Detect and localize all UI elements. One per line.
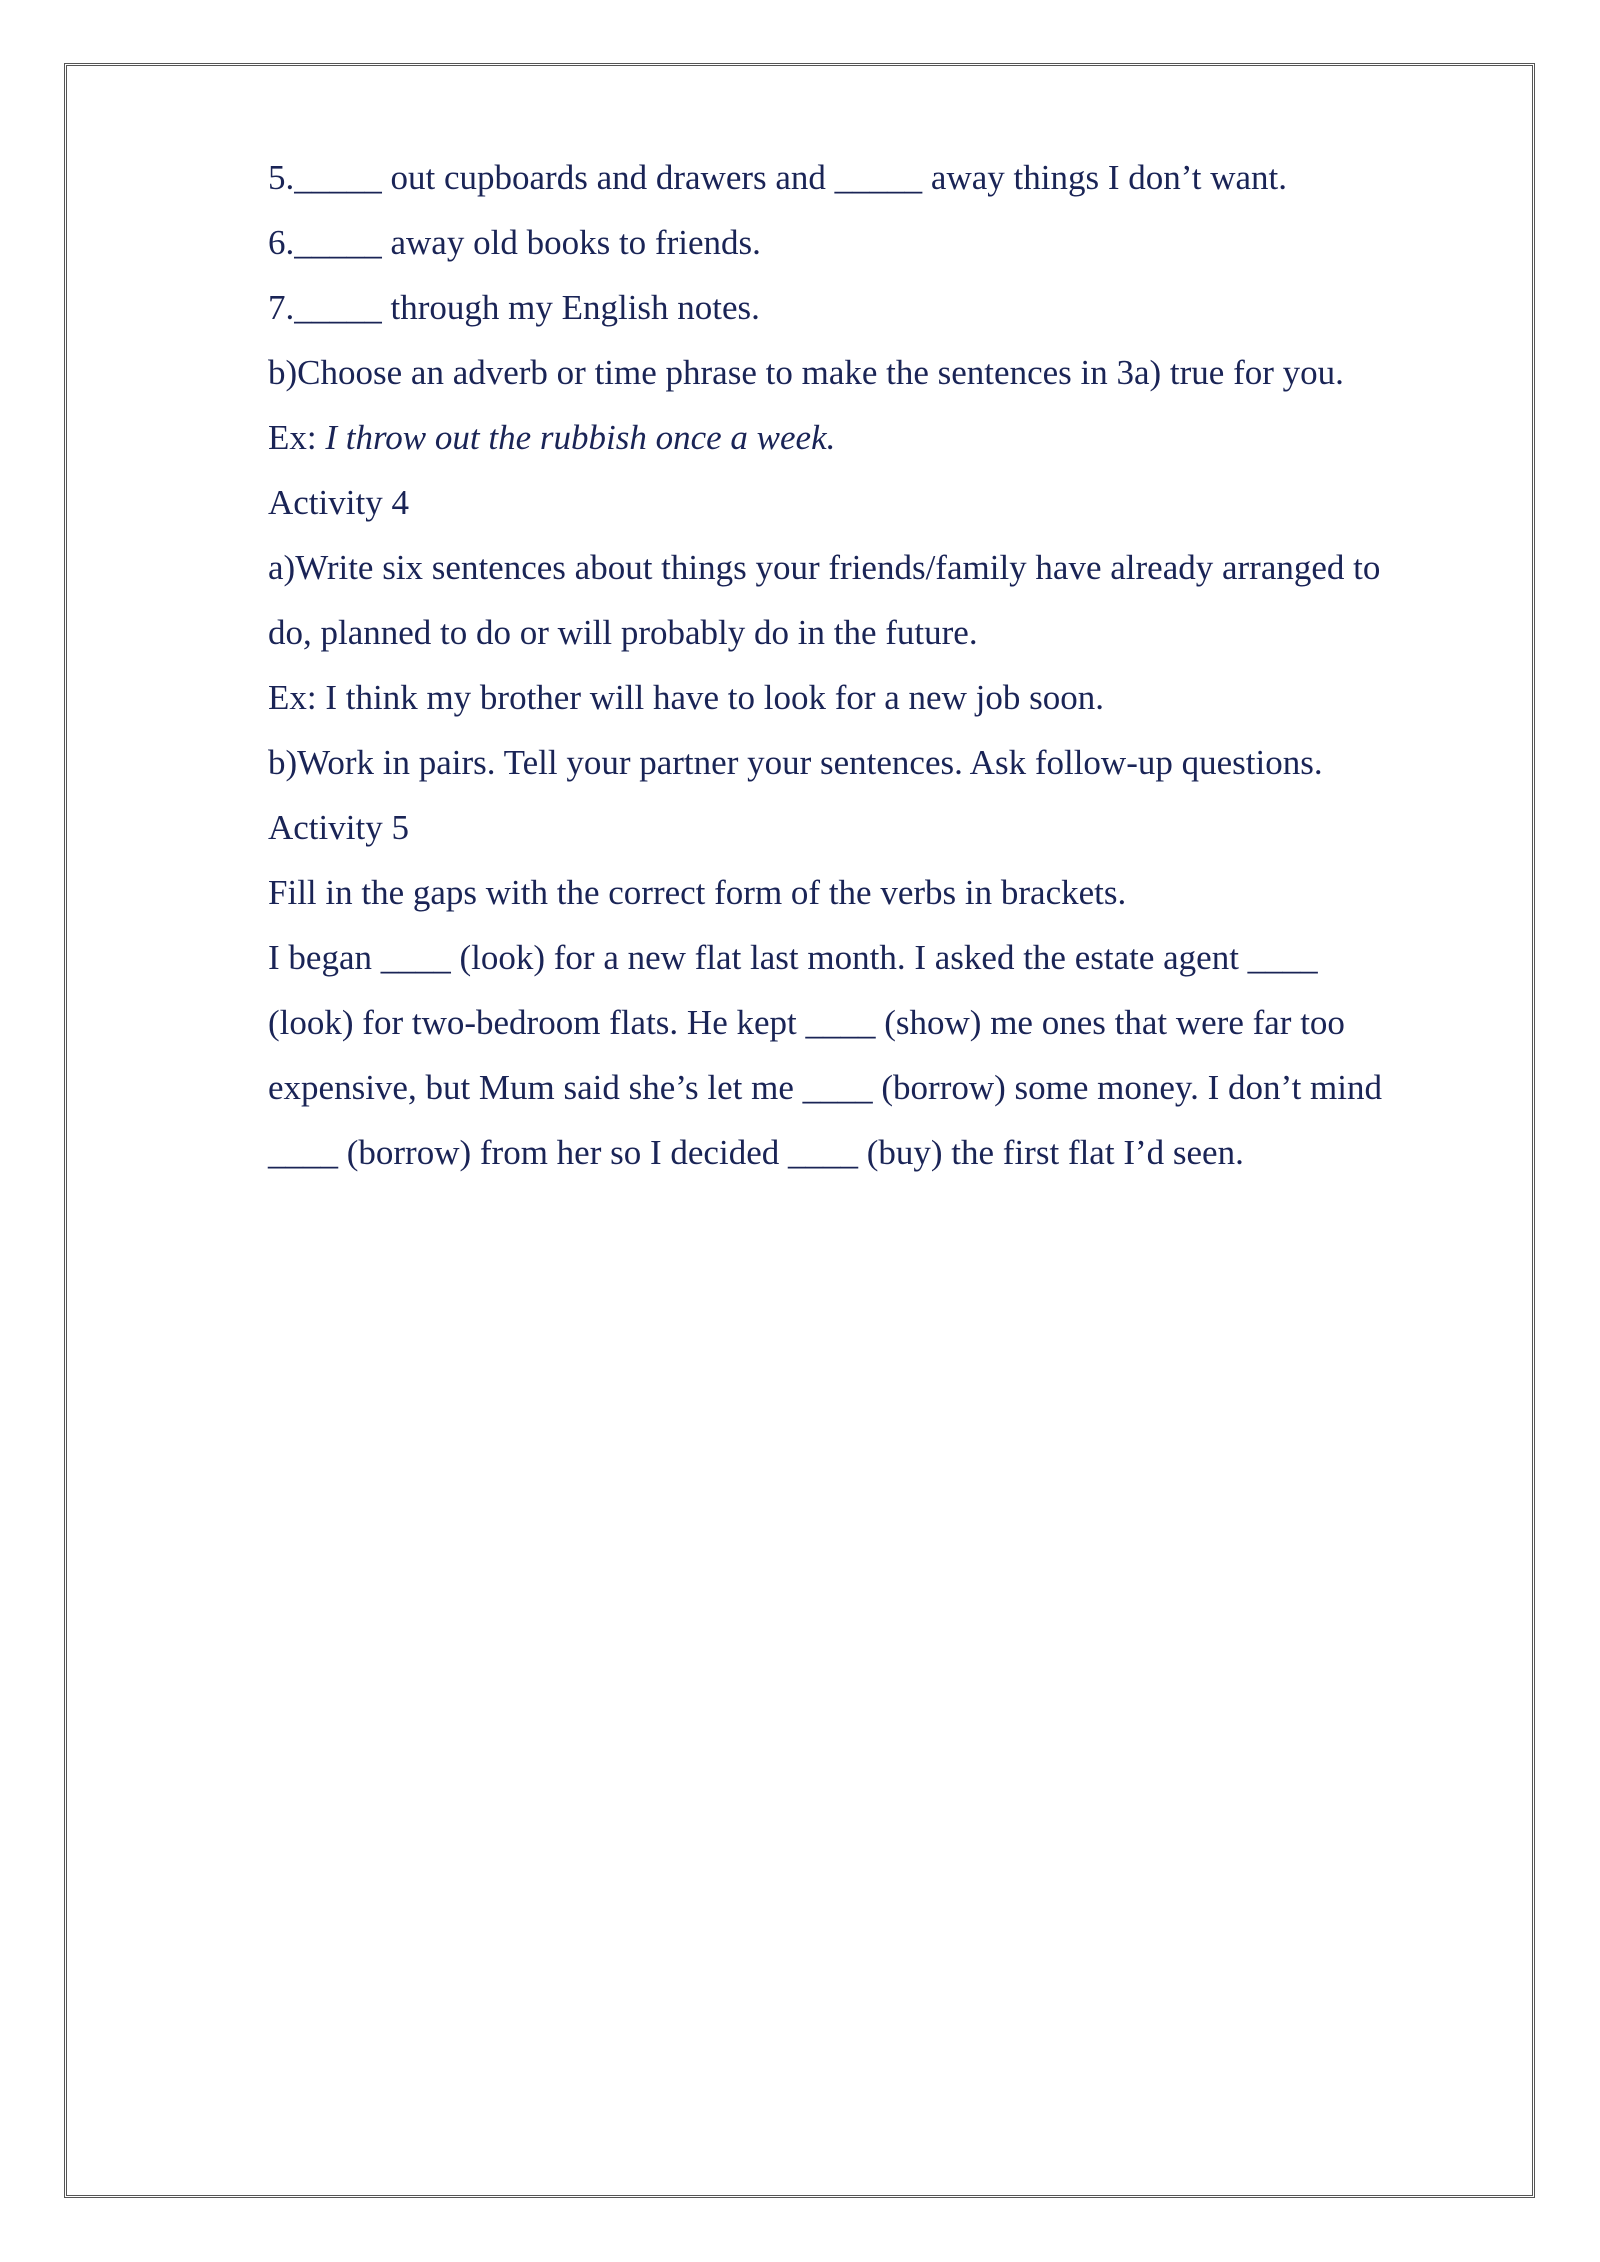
- document-body: [268, 145, 1488, 1185]
- gap-fill-line-1: I began ____ (look) for a new flat last month. I asked the estate agent ____: [268, 938, 1318, 977]
- exercise-item-6: 6._____ away old books to friends.: [268, 223, 761, 262]
- instruction-4a-line-2: do, planned to do or will probably do in the future.: [268, 613, 978, 652]
- example-sentence: I throw out the rubbish once a week.: [325, 418, 836, 457]
- instruction-4b: b)Work in pairs. Tell your partner your sentences. Ask follow-up questions.: [268, 743, 1323, 782]
- instruction-5: Fill in the gaps with the correct form of the verbs in brackets.: [268, 873, 1127, 912]
- instruction-3b: b)Choose an adverb or time phrase to make the sentences in 3a) true for you.: [268, 353, 1344, 392]
- example-3b: [268, 405, 1488, 470]
- gap-fill-line-4: ____ (borrow) from her so I decided ____ (buy) the first flat I’d seen.: [268, 1133, 1244, 1172]
- activity-5-heading: Activity 5: [268, 808, 409, 847]
- activity-4-heading: Activity 4: [268, 483, 409, 522]
- gap-fill-line-2: (look) for two-bedroom flats. He kept ____ (show) me ones that were far too: [268, 1003, 1345, 1042]
- example-prefix: Ex:: [268, 418, 326, 457]
- exercise-item-5: 5._____ out cupboards and drawers and _____ away things I don’t want.: [268, 158, 1288, 197]
- instruction-4a-line-1: a)Write six sentences about things your friends/family have already arranged to: [268, 548, 1381, 587]
- gap-fill-line-3: expensive, but Mum said she’s let me ____ (borrow) some money. I don’t mind: [268, 1068, 1383, 1107]
- exercise-item-7: 7._____ through my English notes.: [268, 288, 760, 327]
- example-4a: Ex: I think my brother will have to look for a new job soon.: [268, 678, 1104, 717]
